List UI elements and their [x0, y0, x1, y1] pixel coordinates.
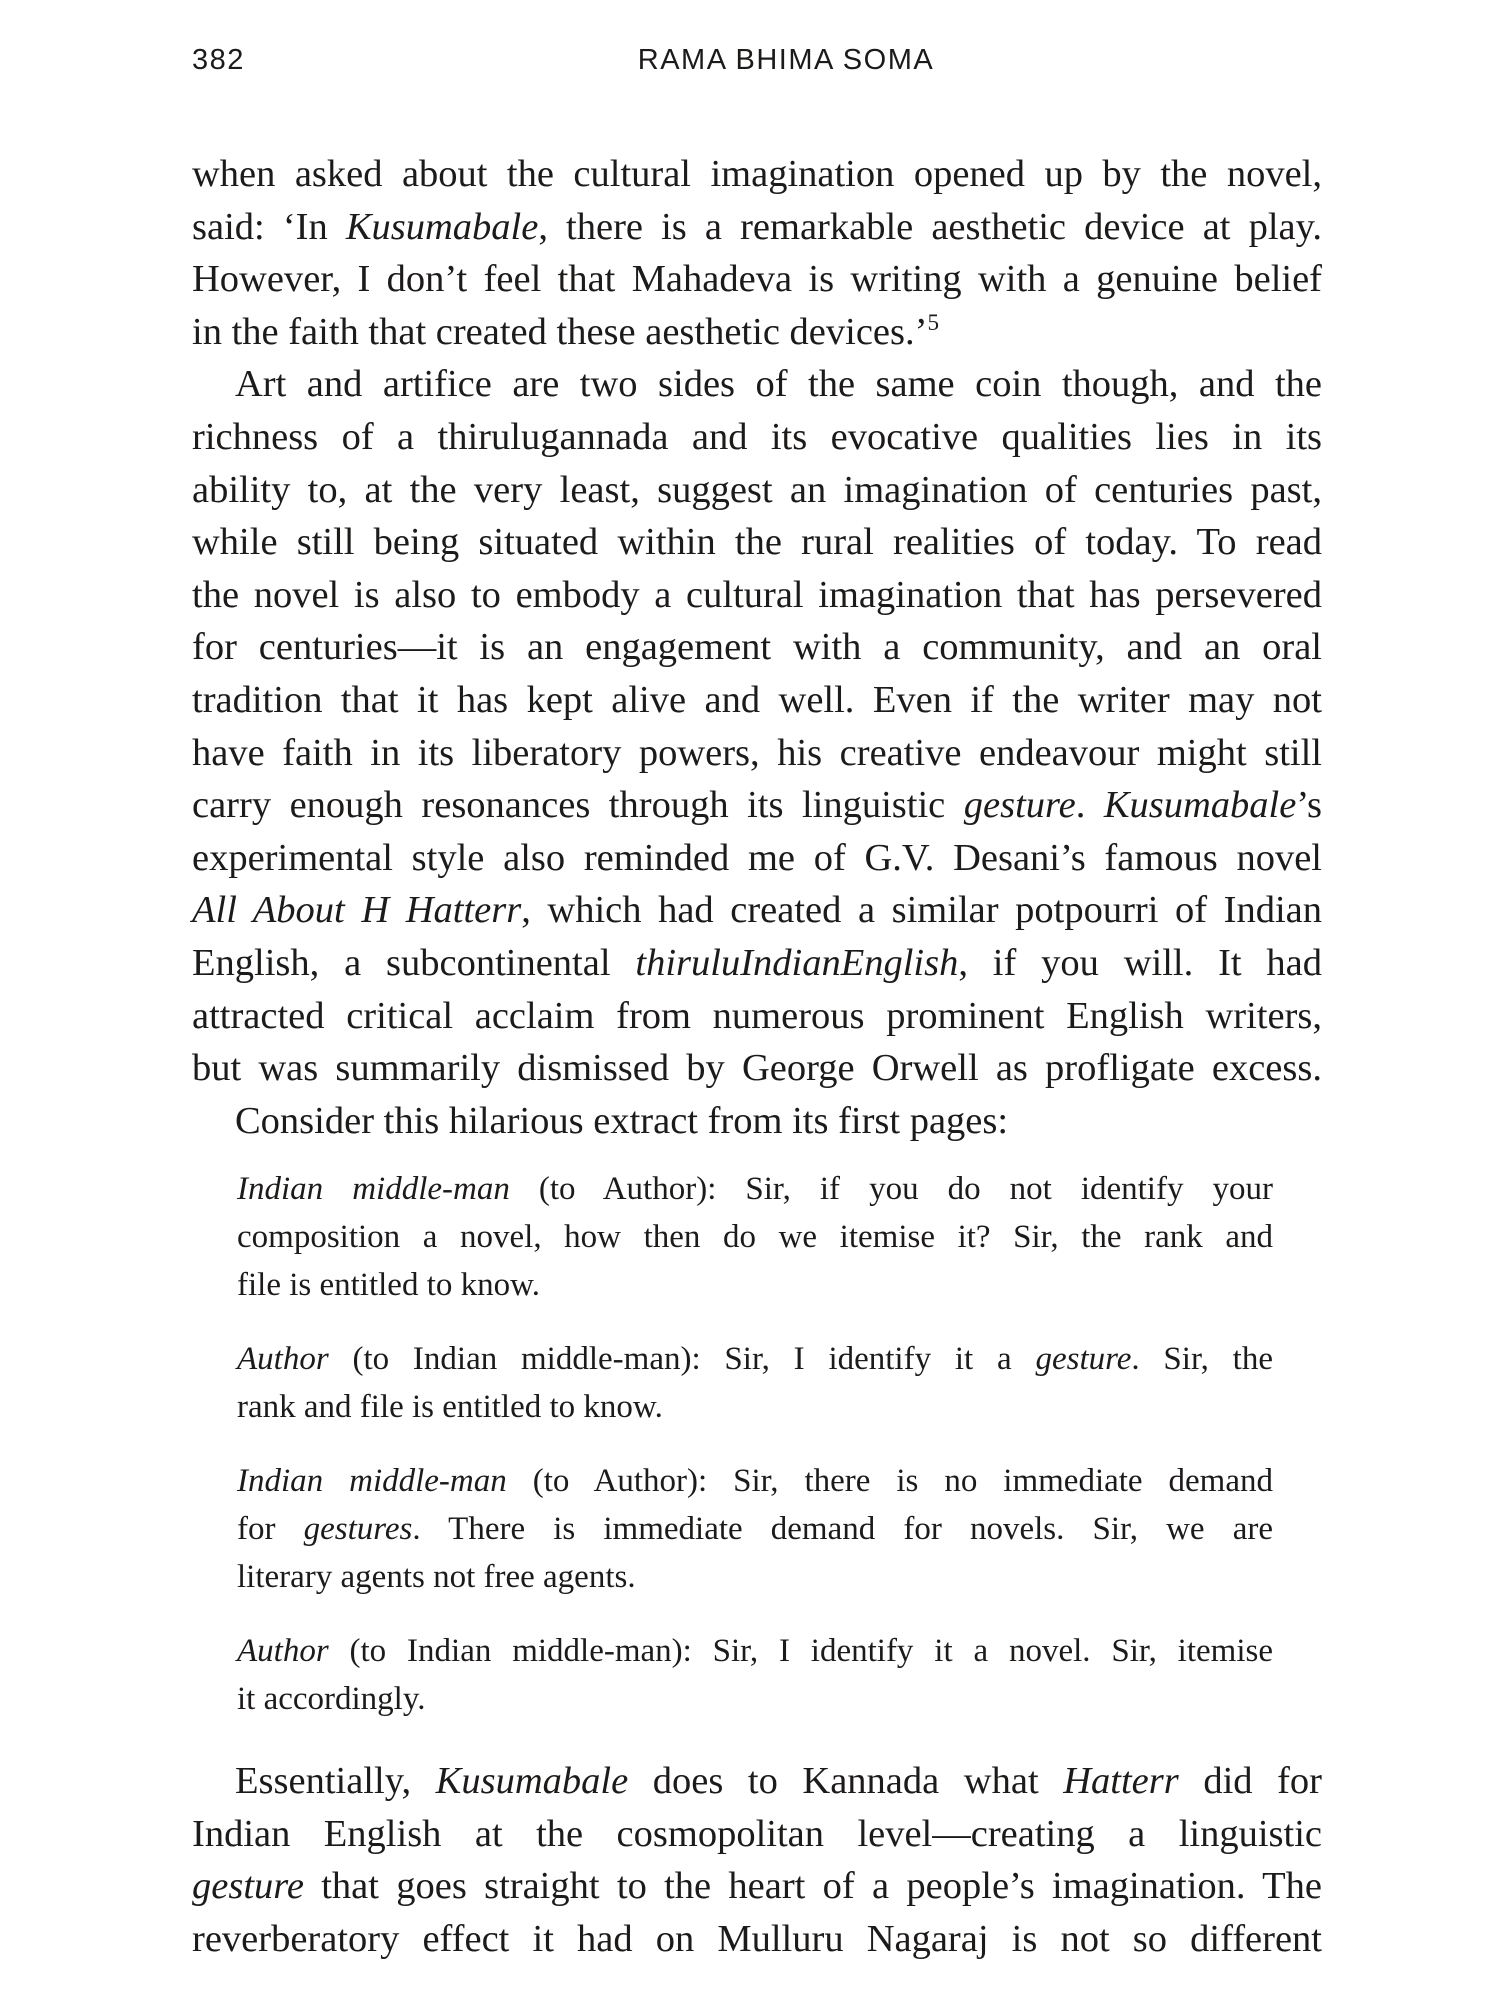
text-line: Indian middle-man (to Author): Sir, there is no immediate demand	[237, 1463, 1273, 1500]
speaker: Indian middle-man	[237, 1171, 510, 1208]
extract-entry	[237, 1335, 1273, 1431]
paragraph	[192, 148, 1322, 358]
text-line: Author (to Indian middle-man): Sir, I identify it a novel. Sir, itemise	[237, 1633, 1273, 1670]
text-line: the novel is also to embody a cultural imagination that has persevered	[192, 573, 1322, 616]
text-line: it accordingly.	[237, 1681, 426, 1718]
text-line: composition a novel, how then do we itemise it? Sir, the rank and	[237, 1219, 1273, 1256]
text-line: Essentially, Kusumabale does to Kannada what Hatterr did for	[235, 1760, 1322, 1803]
body-text	[192, 148, 1322, 1966]
extract-entry	[237, 1165, 1273, 1309]
text-line: reverberatory effect it had on Mulluru Nagaraj is not so different	[192, 1918, 1322, 1961]
text-line: have faith in its liberatory powers, his creative endeavour might still	[192, 731, 1322, 774]
speaker: Author	[237, 1633, 329, 1670]
text-line: Consider this hilarious extract from its first pages:	[235, 1099, 1009, 1142]
text-line: said: ‘In Kusumabale, there is a remarkable aesthetic device at play.	[192, 205, 1322, 248]
text-line: when asked about the cultural imagination opened up by the novel,	[192, 153, 1322, 195]
text-line: Author (to Indian middle-man): Sir, I identify it a gesture. Sir, the	[237, 1341, 1273, 1378]
text-line: while still being situated within the rural realities of today. To read	[192, 521, 1322, 564]
text-line: tradition that it has kept alive and well. Even if the writer may not	[192, 678, 1322, 721]
block-quote	[237, 1165, 1273, 1723]
italic-title: Kusumabale	[345, 205, 539, 248]
paragraph	[192, 358, 1322, 1147]
text-line: in the faith that created these aesthetic devices.’$^5$	[192, 308, 939, 353]
text-line: ability to, at the very least, suggest an imagination of centuries past,	[192, 468, 1322, 511]
text-line: for centuries—it is an engagement with a community, and an oral	[192, 626, 1322, 669]
extract-entry	[237, 1627, 1273, 1723]
text-line: Art and artifice are two sides of the same coin though, and the	[235, 363, 1322, 406]
text-line: English, a subcontinental thiruluIndianEnglish, if you will. It had	[192, 941, 1322, 984]
text-line: attracted critical acclaim from numerous prominent English writers,	[192, 994, 1322, 1037]
text-line: Indian middle-man (to Author): Sir, if you do not identify your	[237, 1171, 1273, 1208]
text-line: carry enough resonances through its linguistic gesture. Kusumabale’s	[192, 784, 1323, 827]
italic-title: All About H Hatterr	[192, 889, 522, 932]
text-line: gesture that goes straight to the heart of a people’s imagination. The	[192, 1865, 1322, 1908]
footnote-marker: 5	[927, 308, 939, 335]
text-line: but was summarily dismissed by George Orwell as profligate excess.	[192, 1047, 1322, 1090]
running-title: RAMA BHIMA SOMA	[637, 44, 935, 76]
speaker: Indian middle-man	[237, 1463, 507, 1500]
text-line: file is entitled to know.	[237, 1267, 541, 1304]
text-line: literary agents not free agents.	[237, 1559, 636, 1596]
text-line: for gestures. There is immediate demand for novels. Sir, we are	[237, 1511, 1273, 1548]
text-line: experimental style also reminded me of G.V. Desani’s famous novel	[192, 836, 1322, 879]
text-line: rank and file is entitled to know.	[237, 1389, 663, 1426]
text-line: All About H Hatterr, which had created a similar potpourri of Indian	[192, 889, 1322, 932]
text-line: Indian English at the cosmopolitan level—creating a linguistic	[192, 1812, 1322, 1855]
page-number: 382	[192, 44, 245, 76]
running-head	[192, 44, 1320, 88]
text-line: However, I don’t feel that Mahadeva is writing with a genuine belief	[192, 258, 1322, 301]
extract-entry	[237, 1457, 1273, 1601]
text-line: richness of a thirulugannada and its evocative qualities lies in its	[192, 415, 1322, 458]
speaker: Author	[237, 1341, 329, 1378]
paragraph	[192, 1755, 1322, 1965]
